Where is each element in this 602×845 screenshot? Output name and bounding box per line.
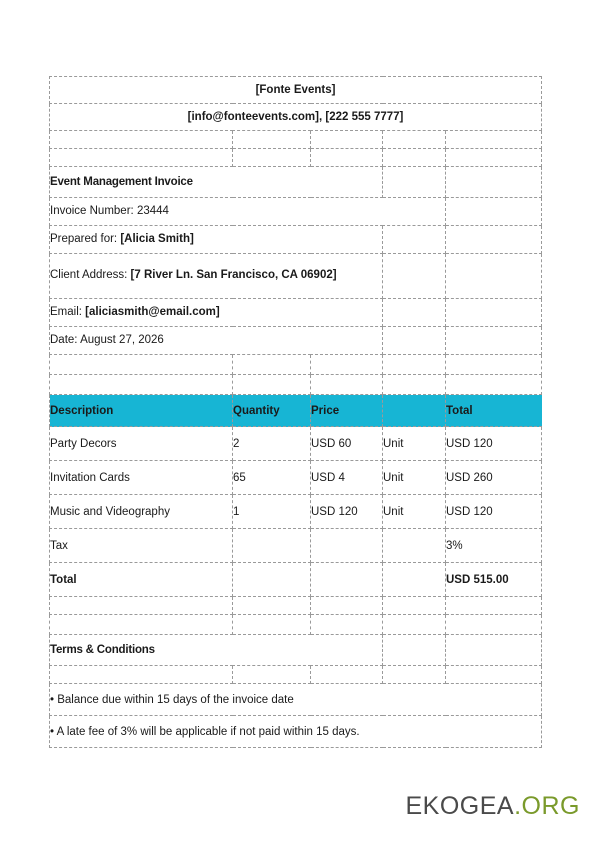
terms-heading-row [50,635,542,666]
spacer-cell [233,597,311,615]
company-contact: [info@fonteevents.com], [222 555 7777] [50,104,542,131]
watermark-main: EKOGEA [405,792,515,820]
client-address-cell [50,254,383,299]
item-total: USD 120 [446,495,542,529]
spacer-cell [233,149,311,167]
prepared-for-value: [Alicia Smith] [120,232,194,245]
item-quantity: 2 [233,427,311,461]
spacer-cell [383,254,446,299]
spacer-cell [233,355,311,375]
invoice-grid [49,76,542,748]
grand-total-price-empty [311,563,383,597]
spacer-cell [446,167,542,198]
terms-line-2: • A late fee of 3% will be applicable if not paid within 15 days. [50,716,542,748]
tax-price-empty [311,529,383,563]
spacer-cell [50,355,233,375]
watermark-tld: .ORG [514,792,580,820]
item-description: Invitation Cards [50,461,233,495]
spacer-cell [311,131,383,149]
spacer-row [50,597,542,615]
invoice-sheet [49,76,541,748]
item-quantity: 65 [233,461,311,495]
item-description: Music and Videography [50,495,233,529]
column-header-quantity: Quantity [233,395,311,427]
date-value: August 27, 2026 [80,333,164,346]
client-address-row [50,254,542,299]
spacer-cell [383,375,446,395]
email-cell [50,299,383,327]
item-unit: Unit [383,427,446,461]
prepared-for-cell [50,226,383,254]
prepared-for-row [50,226,542,254]
spacer-cell [383,149,446,167]
email-value: [aliciasmith@email.com] [85,305,220,318]
column-header-total: Total [446,395,542,427]
spacer-cell [446,355,542,375]
spacer-row [50,131,542,149]
company-name: [Fonte Events] [50,77,542,104]
client-address-value: [7 River Ln. San Francisco, CA 06902] [130,269,337,282]
client-address-label: Client Address: [50,269,131,282]
spacer-cell [311,615,383,635]
spacer-row [50,149,542,167]
spacer-cell [446,254,542,299]
spacer-cell [311,375,383,395]
spacer-cell [233,375,311,395]
date-row [50,327,542,355]
terms-line-row [50,684,542,716]
spacer-cell [50,615,233,635]
spacer-row [50,375,542,395]
item-unit: Unit [383,461,446,495]
spacer-cell [383,355,446,375]
item-unit: Unit [383,495,446,529]
spacer-row [50,615,542,635]
item-description: Party Decors [50,427,233,461]
invoice-number-value: 23444 [136,204,169,217]
spacer-cell [311,149,383,167]
spacer-cell [383,666,446,684]
spacer-cell [311,666,383,684]
spacer-cell [446,226,542,254]
terms-line-1: • Balance due within 15 days of the invoice date [50,684,542,716]
spacer-cell [383,597,446,615]
spacer-cell [446,299,542,327]
item-price: USD 120 [311,495,383,529]
invoice-number-row [50,198,542,226]
grand-total-row [50,563,542,597]
spacer-row [50,355,542,375]
date-cell [50,327,383,355]
company-title-row [50,77,542,104]
date-label: Date: [50,333,81,346]
item-price: USD 60 [311,427,383,461]
items-table-header-row [50,395,542,427]
spacer-cell [383,226,446,254]
terms-heading: Terms & Conditions [50,635,383,666]
table-row [50,427,542,461]
spacer-cell [446,198,542,226]
item-total: USD 120 [446,427,542,461]
company-contact-row [50,104,542,131]
spacer-cell [383,131,446,149]
item-price: USD 4 [311,461,383,495]
spacer-cell [233,131,311,149]
email-label: Email: [50,305,86,318]
watermark [406,792,581,821]
spacer-cell [233,615,311,635]
page-title: Event Management Invoice [50,167,383,198]
spacer-cell [446,635,542,666]
spacer-cell [383,299,446,327]
spacer-cell [446,327,542,355]
spacer-cell [311,355,383,375]
spacer-cell [50,666,233,684]
email-row [50,299,542,327]
tax-row [50,529,542,563]
spacer-cell [383,327,446,355]
grand-total-label: Total [50,563,233,597]
spacer-cell [233,666,311,684]
spacer-cell [446,597,542,615]
spacer-cell [50,597,233,615]
tax-value: 3% [446,529,542,563]
spacer-cell [50,131,233,149]
spacer-cell [383,167,446,198]
spacer-cell [50,375,233,395]
tax-unit-empty [383,529,446,563]
spacer-cell [446,149,542,167]
spacer-cell [446,131,542,149]
spacer-cell [311,597,383,615]
table-row [50,461,542,495]
spacer-cell [446,615,542,635]
item-quantity: 1 [233,495,311,529]
prepared-for-label: Prepared for: [50,232,121,245]
spacer-cell [50,149,233,167]
column-header-description: Description [50,395,233,427]
tax-label: Tax [50,529,233,563]
invoice-heading-row [50,167,542,198]
spacer-cell [383,615,446,635]
column-header-price: Price [311,395,383,427]
spacer-cell [383,635,446,666]
spacer-cell [446,375,542,395]
grand-total-quantity-empty [233,563,311,597]
terms-line-row [50,716,542,748]
table-row [50,495,542,529]
invoice-number-cell [50,198,446,226]
spacer-cell [446,666,542,684]
spacer-row [50,666,542,684]
invoice-number-label: Invoice Number: [50,204,137,217]
grand-total-unit-empty [383,563,446,597]
grand-total-value: USD 515.00 [446,563,542,597]
column-header-unit [383,395,446,427]
tax-quantity-empty [233,529,311,563]
item-total: USD 260 [446,461,542,495]
